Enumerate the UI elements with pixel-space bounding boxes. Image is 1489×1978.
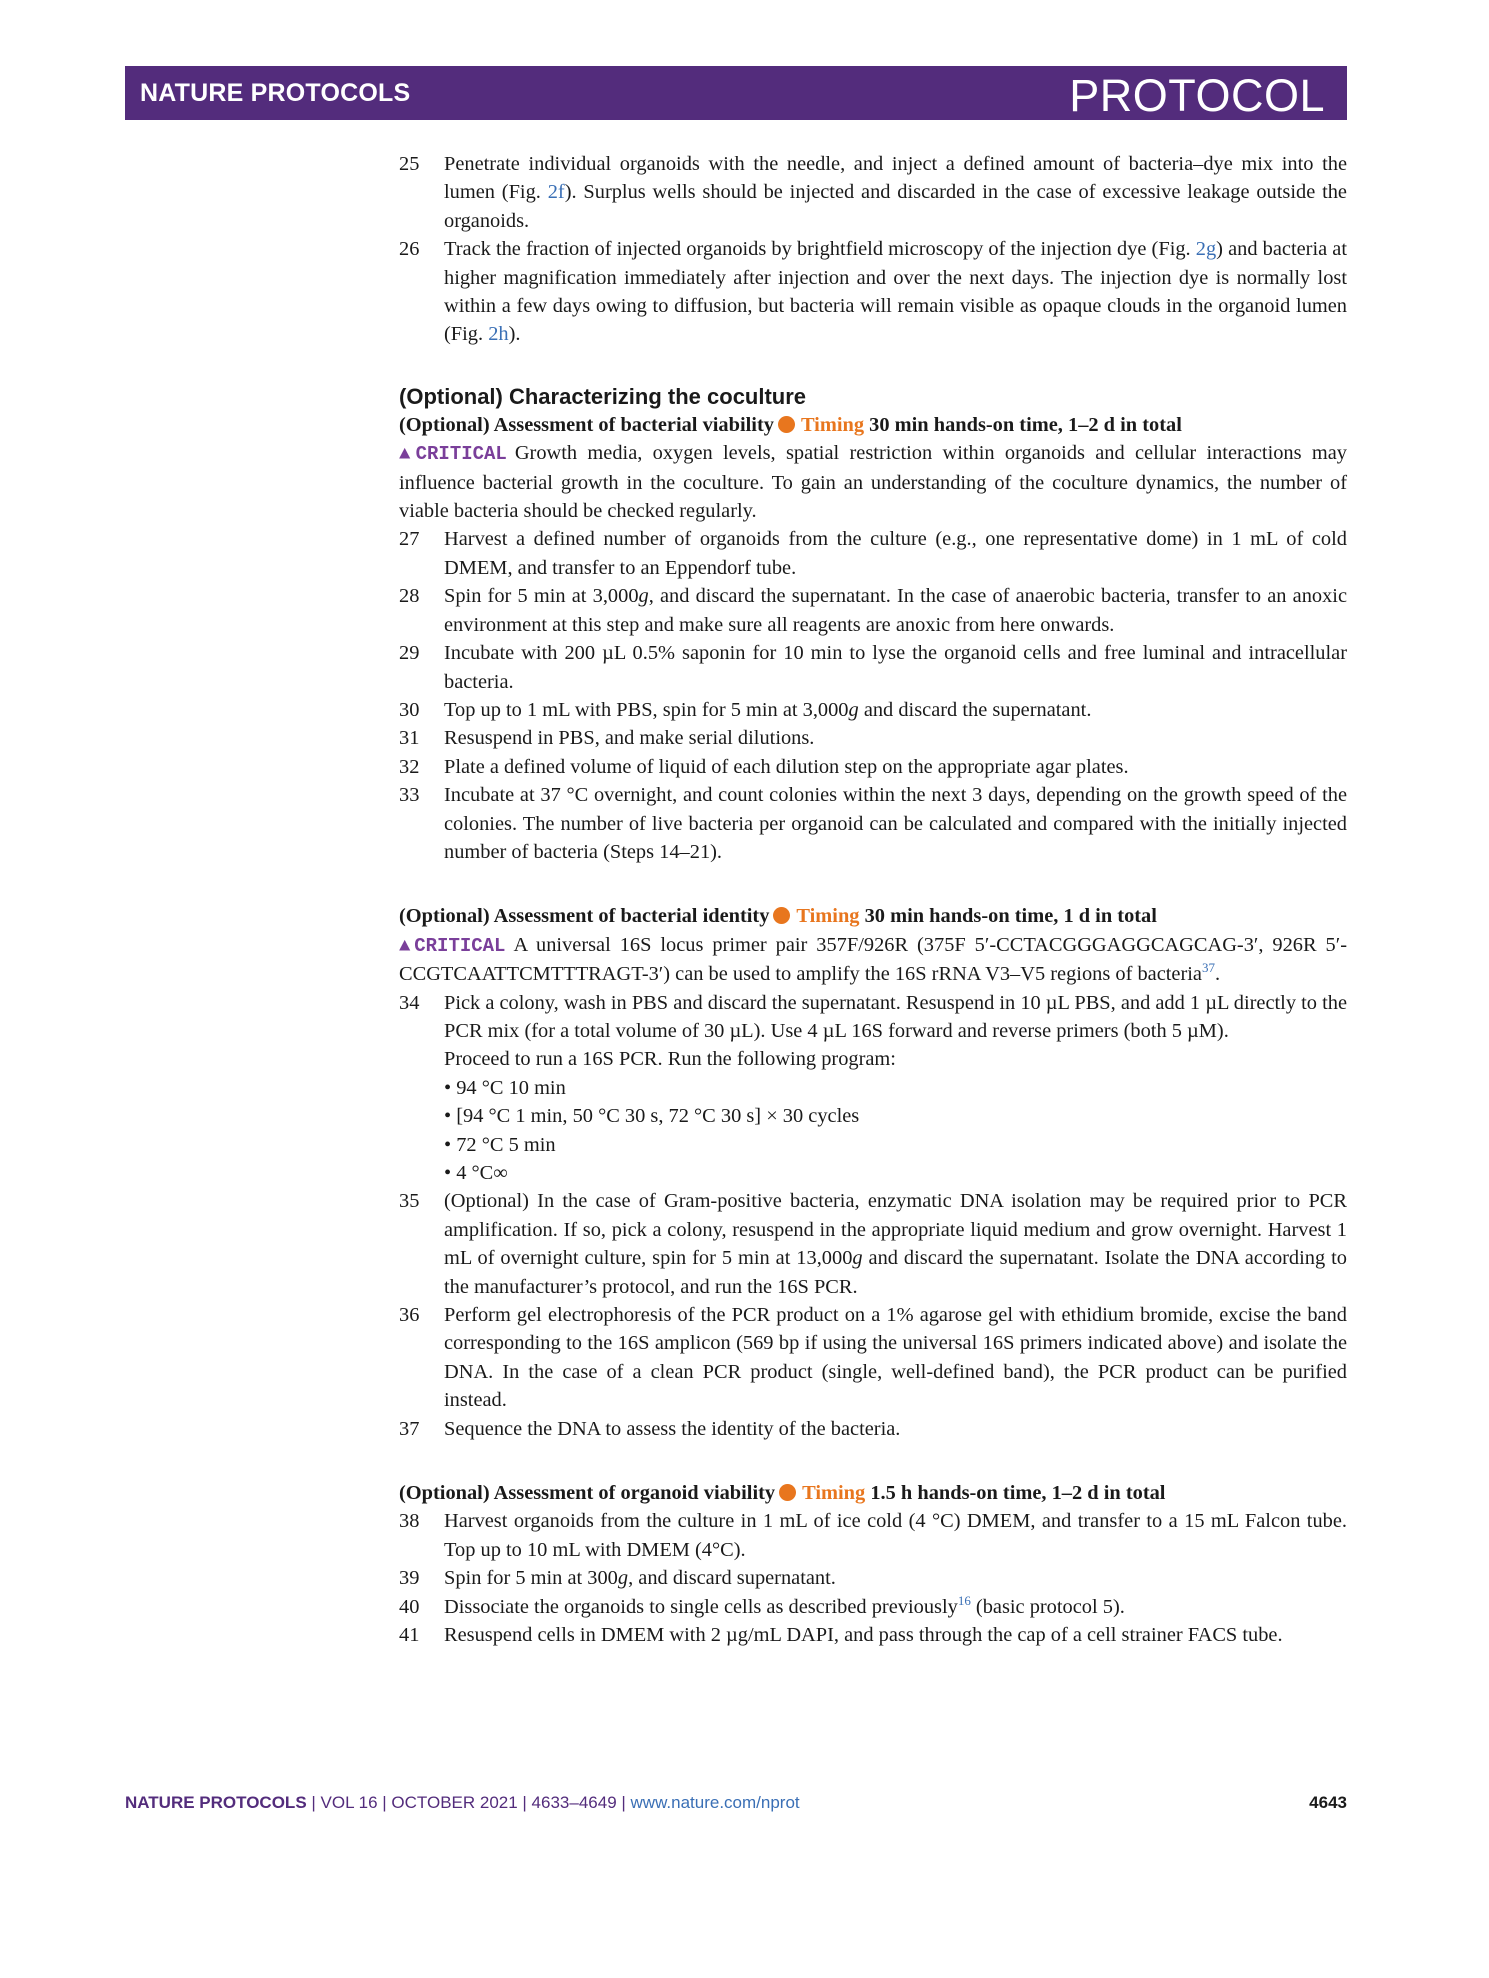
pcr-program-item: • 94 °C 10 min <box>444 1076 566 1099</box>
page-footer <box>125 1793 1347 1817</box>
subsection-heading-bacterial-identity: (Optional) Assessment of bacterial identity Timing 30 min hands-on time, 1 d in total <box>399 905 1157 928</box>
figure-link[interactable]: 2f <box>547 181 565 204</box>
reference-link[interactable]: 37 <box>1201 960 1215 976</box>
step-36: 36 Perform gel electrophoresis of the PCR product on a 1% agarose gel with ethidium bromide, excise the band corresponding to the 16S amplicon (569 bp if using the universal 16S primers indicated above) and isolate the DNA. In the case of a clean PCR product (single, well-defined band), the PCR product can be purified instead. <box>399 1304 1347 1412</box>
step-text: Penetrate individual organoids with the needle, and inject a defined amount of bacteria–dye mix into the lumen (Fig. 2f). Surplus wells should be injected and discarded in the case of excessive leakage outside the organoids. <box>444 153 1347 232</box>
critical-label: ▲CRITICAL <box>399 934 506 957</box>
figure-link[interactable]: 2g <box>1195 238 1217 261</box>
step-30: 30 Top up to 1 mL with PBS, spin for 5 min at 3,000g and discard the supernatant. <box>399 698 1092 721</box>
step-number: 26 <box>399 238 420 261</box>
step-41: 41 Resuspend cells in DMEM with 2 µg/mL DAPI, and pass through the cap of a cell strainer FACS tube. <box>399 1624 1283 1647</box>
timing-dot-icon <box>779 1484 796 1501</box>
step-32: 32 Plate a defined volume of liquid of each dilution step on the appropriate agar plates. <box>399 755 1129 778</box>
journal-name: NATURE PROTOCOLS <box>140 79 411 107</box>
subsection-heading-organoid-viability: (Optional) Assessment of organoid viability Timing 1.5 h hands-on time, 1–2 d in total <box>399 1482 1166 1505</box>
critical-label: ▲CRITICAL <box>399 443 507 466</box>
step-34: 34 Pick a colony, wash in PBS and discard the supernatant. Resuspend in 10 µL PBS, and add 1 µL directly to the PCR mix (for a total volume of 30 µL). Use 4 µL 16S forward and reverse primers (both 5 µM). Proceed to run a 16S PCR. Run the following program: • 94 °C 10 min • [94 °C 1 min, 50 °C 30 s, 72 °C 30 s] × 30 cycles • 72 °C 5 min • 4 °C∞ <box>399 989 1347 1188</box>
step-number: 25 <box>399 153 420 175</box>
page-number: 4643 <box>1309 1793 1347 1812</box>
step-38: 38 Harvest organoids from the culture in 1 mL of ice cold (4 °C) DMEM, and transfer to a 15 mL Falcon tube. Top up to 10 mL with DMEM (4°C). <box>399 1510 1347 1561</box>
step-39: 39 Spin for 5 min at 300g, and discard supernatant. <box>399 1567 836 1590</box>
pcr-program-item: • 72 °C 5 min <box>444 1133 556 1156</box>
pcr-program-item: • [94 °C 1 min, 50 °C 30 s, 72 °C 30 s] × 30 cycles <box>444 1105 860 1128</box>
section-heading: (Optional) Characterizing the coculture <box>399 383 807 409</box>
step-29: 29 Incubate with 200 µL 0.5% saponin for 10 min to lyse the organoid cells and free luminal and intracellular bacteria. <box>399 642 1347 693</box>
step-35: 35 (Optional) In the case of Gram-positive bacteria, enzymatic DNA isolation may be required prior to PCR amplification. If so, pick a colony, resuspend in the appropriate liquid medium and grow overnight. Harvest 1 mL of overnight culture, spin for 5 min at 13,000g and discard the supernatant. Isolate the DNA according to the manufacturer’s protocol, and run the 16S PCR. <box>399 1190 1347 1298</box>
critical-note: ▲CRITICAL Growth media, oxygen levels, spatial restriction within organoids and cellular interactions may influence bacterial growth in the coculture. To gain an understanding of the coculture dynamics, the number of viable bacteria should be checked regularly. <box>399 442 1347 523</box>
step-27: 27 Harvest a defined number of organoids from the culture (e.g., one representative dome) in 1 mL of cold DMEM, and transfer to an Eppendorf tube. <box>399 528 1347 579</box>
reference-link[interactable]: 16 <box>957 1592 971 1608</box>
figure-link[interactable]: 2h <box>488 323 509 346</box>
timing-dot-icon <box>778 416 795 433</box>
step-40: 40 Dissociate the organoids to single cells as described previously$^{16}$ (basic protocol 5). <box>399 1592 1125 1618</box>
journal-banner <box>125 66 1347 120</box>
step-31: 31 Resuspend in PBS, and make serial dilutions. <box>399 727 815 750</box>
step-26 <box>399 235 1347 349</box>
timing-dot-icon <box>773 907 790 924</box>
footer-meta: | VOL 16 | OCTOBER 2021 | 4633–4649 | <box>306 1793 631 1812</box>
step-37: 37 Sequence the DNA to assess the identity of the bacteria. <box>399 1417 901 1440</box>
step-28: 28 Spin for 5 min at 3,000g, and discard the supernatant. In the case of anaerobic bacteria, transfer to an anoxic environment at this step and make sure all reagents are anoxic from here onwards. <box>399 585 1347 636</box>
step-25 <box>399 150 1347 235</box>
critical-note: ▲CRITICAL A universal 16S locus primer pair 357F/926R (375F 5′-CCTACGGGAGGCAGCAG-3′, 926R 5′-CCGTCAATTCMTTTRAGT-3′) can be used to amplify the 16S rRNA V3–V5 regions of bacteria$^{37}$. <box>399 933 1347 986</box>
step-33: 33 Incubate at 37 °C overnight, and count colonies within the next 3 days, depending on the growth speed of the colonies. The number of live bacteria per organoid can be calculated and compared with the initially injected number of bacteria (Steps 14–21). <box>399 784 1347 863</box>
step-text: Track the fraction of injected organoids by brightfield microscopy of the injection dye (Fig. 2g) and bacteria at higher magnification immediately after injection and over the next days. The injection dye is normally lost within a few days owing to diffusion, but bacteria will remain visible as opaque clouds in the organoid lumen (Fig. 2h). <box>444 238 1347 346</box>
pcr-program-item: • 4 °C∞ <box>444 1162 508 1184</box>
footer-url-link[interactable]: www.nature.com/nprot <box>630 1793 800 1812</box>
article-type: PROTOCOL <box>1069 70 1325 121</box>
main-content <box>399 150 1347 1650</box>
footer-journal: NATURE PROTOCOLS <box>125 1793 307 1812</box>
subsection-heading-bacterial-viability: (Optional) Assessment of bacterial viability Timing 30 min hands-on time, 1–2 d in total <box>399 413 1182 436</box>
